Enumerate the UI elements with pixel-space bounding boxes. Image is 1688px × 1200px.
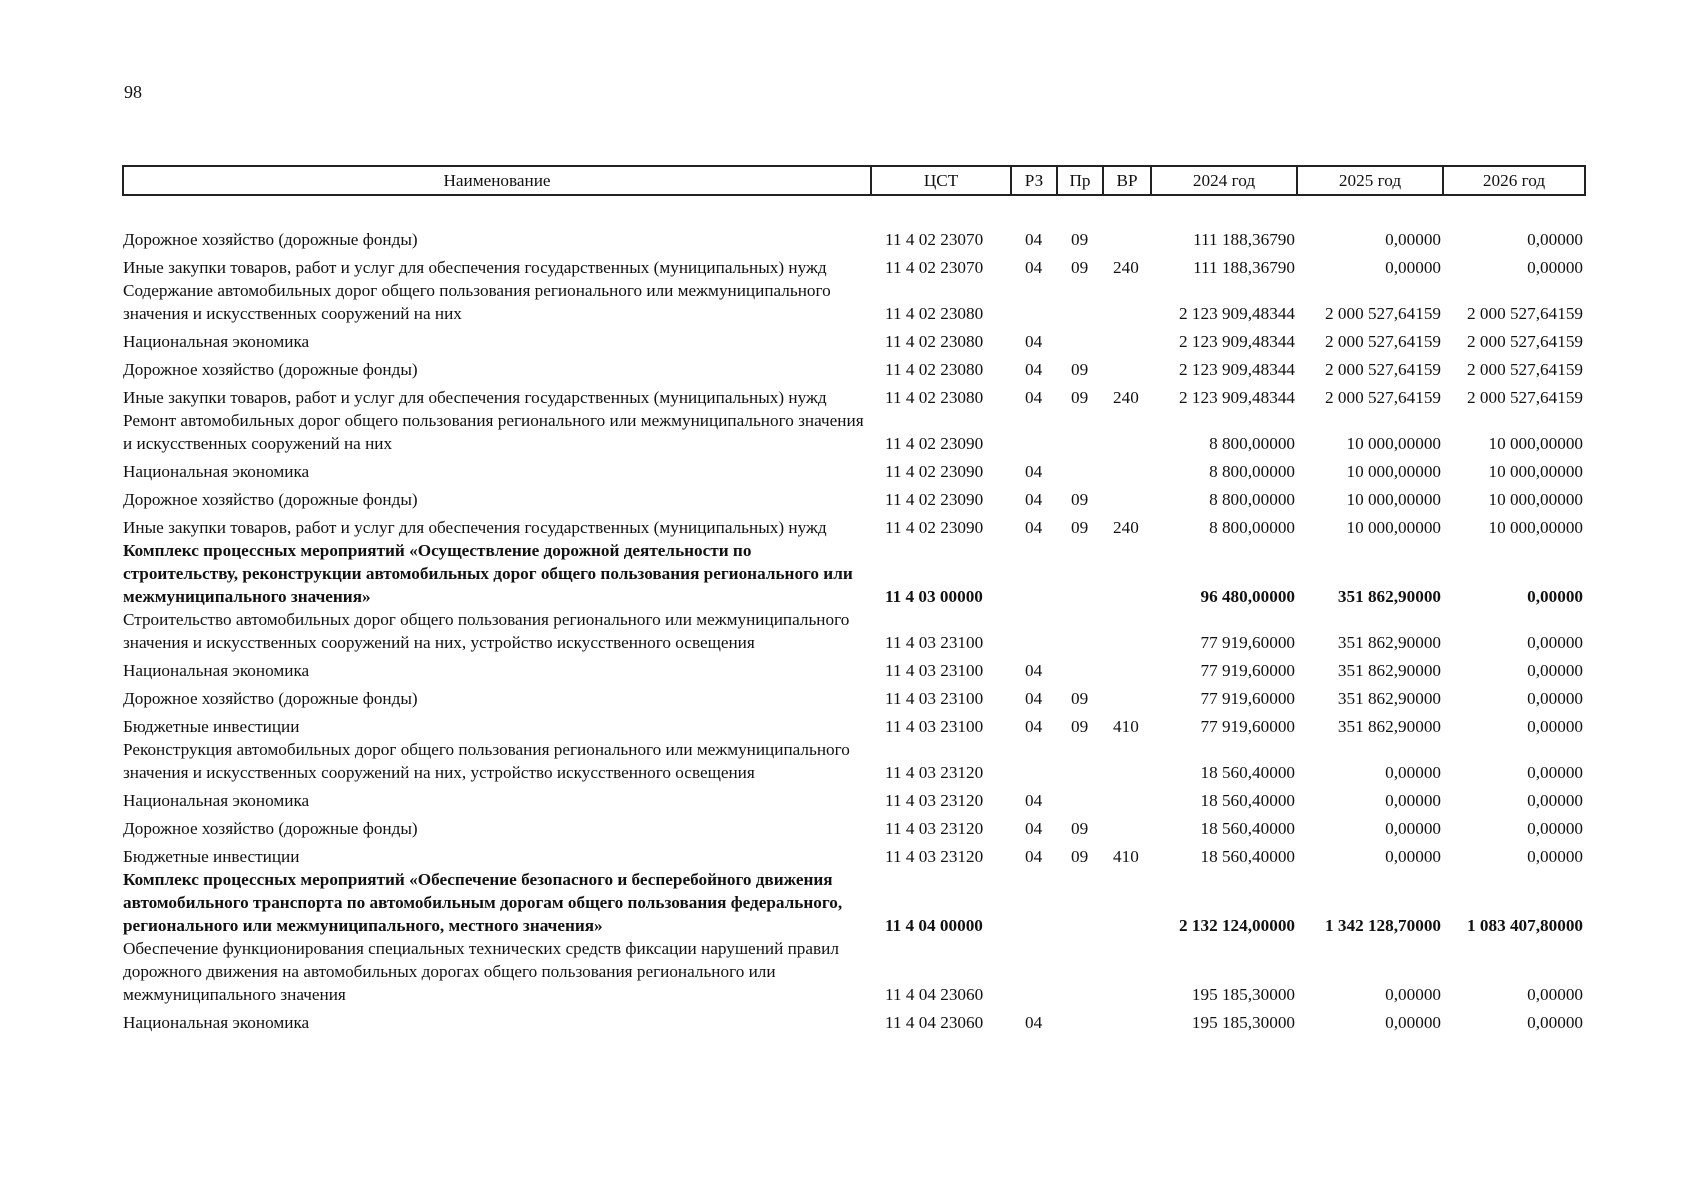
header-vr: ВР bbox=[1103, 166, 1151, 195]
amount-2026-cell: 0,00000 bbox=[1527, 763, 1583, 782]
amount-2025-cell: 351 862,90000 bbox=[1337, 717, 1441, 736]
pr-cell: 09 bbox=[1071, 360, 1089, 379]
amount-2025-cell: 0,00000 bbox=[1385, 258, 1441, 277]
amount-2024-cell: 18 560,40000 bbox=[1200, 763, 1295, 782]
amount-2025-cell: 2 000 527,64159 bbox=[1324, 388, 1441, 407]
pr-cell: 09 bbox=[1071, 258, 1089, 277]
amount-2026-cell: 0,00000 bbox=[1527, 985, 1583, 1004]
amount-2026-cell: 0,00000 bbox=[1527, 847, 1583, 866]
pr-cell bbox=[1057, 1006, 1103, 1034]
amount-2025-cell: 351 862,90000 bbox=[1337, 661, 1441, 680]
vr-cell: 410 bbox=[1113, 717, 1139, 736]
amount-2026-cell: 0,00000 bbox=[1527, 1013, 1583, 1032]
rz-cell: 04 bbox=[1025, 819, 1043, 838]
amount-2026-cell: 0,00000 bbox=[1527, 230, 1583, 249]
pr-cell: 09 bbox=[1071, 230, 1089, 249]
amount-2026-cell: 10 000,00000 bbox=[1488, 490, 1583, 509]
amount-2026-cell: 0,00000 bbox=[1527, 689, 1583, 708]
rz-cell: 04 bbox=[1025, 661, 1043, 680]
name-cell: Бюджетные инвестиции bbox=[123, 717, 300, 736]
table-row bbox=[123, 455, 1585, 483]
pr-cell: 09 bbox=[1071, 689, 1089, 708]
cst-cell: 11 4 02 23070 bbox=[885, 258, 984, 277]
table-row bbox=[123, 223, 1585, 251]
header-rz: РЗ bbox=[1011, 166, 1057, 195]
rz-cell bbox=[1011, 608, 1057, 654]
name-cell: Обеспечение функционирования специальных технических средств фиксации нарушений правил дорожного движения на автомобильных дорогах общего пользования регионального или межмуниципального значения bbox=[123, 939, 839, 1004]
vr-cell bbox=[1103, 539, 1151, 608]
vr-cell bbox=[1103, 868, 1151, 937]
vr-cell bbox=[1103, 937, 1151, 1006]
cst-cell: 11 4 03 23100 bbox=[885, 633, 984, 652]
amount-2026-cell: 0,00000 bbox=[1527, 661, 1583, 680]
amount-2025-cell: 0,00000 bbox=[1385, 847, 1441, 866]
name-cell: Дорожное хозяйство (дорожные фонды) bbox=[123, 230, 418, 249]
cst-cell: 11 4 02 23080 bbox=[885, 360, 984, 379]
cst-cell: 11 4 02 23070 bbox=[885, 230, 984, 249]
amount-2025-cell: 10 000,00000 bbox=[1346, 434, 1441, 453]
cst-cell: 11 4 02 23080 bbox=[885, 332, 984, 351]
name-cell: Бюджетные инвестиции bbox=[123, 847, 300, 866]
cst-cell: 11 4 03 23120 bbox=[885, 791, 984, 810]
amount-2026-cell: 2 000 527,64159 bbox=[1466, 360, 1583, 379]
vr-cell bbox=[1103, 455, 1151, 483]
amount-2024-cell: 77 919,60000 bbox=[1200, 661, 1295, 680]
cst-cell: 11 4 02 23090 bbox=[885, 434, 984, 453]
vr-cell: 410 bbox=[1113, 847, 1139, 866]
amount-2024-cell: 77 919,60000 bbox=[1200, 633, 1295, 652]
pr-cell bbox=[1057, 608, 1103, 654]
name-cell: Дорожное хозяйство (дорожные фонды) bbox=[123, 819, 418, 838]
pr-cell bbox=[1057, 738, 1103, 784]
vr-cell bbox=[1103, 409, 1151, 455]
table-row bbox=[123, 840, 1585, 868]
table-row bbox=[123, 868, 1585, 937]
table-row bbox=[123, 483, 1585, 511]
cst-cell: 11 4 02 23080 bbox=[885, 388, 984, 407]
table-row bbox=[123, 353, 1585, 381]
vr-cell bbox=[1103, 784, 1151, 812]
pr-cell: 09 bbox=[1071, 388, 1089, 407]
vr-cell bbox=[1103, 279, 1151, 325]
name-cell: Иные закупки товаров, работ и услуг для обеспечения государственных (муниципальных) нужд bbox=[123, 388, 827, 407]
cst-cell: 11 4 02 23090 bbox=[885, 490, 984, 509]
vr-cell bbox=[1103, 483, 1151, 511]
rz-cell bbox=[1011, 738, 1057, 784]
rz-cell: 04 bbox=[1025, 717, 1043, 736]
rz-cell bbox=[1011, 539, 1057, 608]
table-row bbox=[123, 738, 1585, 784]
header-name: Наименование bbox=[123, 166, 871, 195]
cst-cell: 11 4 03 23100 bbox=[885, 717, 984, 736]
amount-2024-cell: 2 123 909,48344 bbox=[1178, 304, 1295, 323]
amount-2024-cell: 111 188,36790 bbox=[1193, 230, 1295, 249]
pr-cell bbox=[1057, 409, 1103, 455]
name-cell: Дорожное хозяйство (дорожные фонды) bbox=[123, 689, 418, 708]
amount-2025-cell: 0,00000 bbox=[1385, 763, 1441, 782]
vr-cell: 240 bbox=[1113, 388, 1139, 407]
amount-2024-cell: 8 800,00000 bbox=[1209, 462, 1295, 481]
amount-2024-cell: 2 123 909,48344 bbox=[1178, 360, 1295, 379]
amount-2025-cell: 10 000,00000 bbox=[1346, 462, 1441, 481]
pr-cell bbox=[1057, 784, 1103, 812]
table-row bbox=[123, 784, 1585, 812]
vr-cell: 240 bbox=[1113, 258, 1139, 277]
amount-2025-cell: 2 000 527,64159 bbox=[1324, 360, 1441, 379]
amount-2025-cell: 0,00000 bbox=[1385, 1013, 1441, 1032]
amount-2024-cell: 195 185,30000 bbox=[1191, 1013, 1295, 1032]
table-row bbox=[123, 1006, 1585, 1034]
header-spacer bbox=[123, 195, 1585, 223]
rz-cell: 04 bbox=[1025, 518, 1043, 537]
amount-2024-cell: 96 480,00000 bbox=[1200, 587, 1295, 606]
table-header-row bbox=[123, 166, 1585, 195]
header-cst: ЦСТ bbox=[871, 166, 1011, 195]
cst-cell: 11 4 04 23060 bbox=[885, 1013, 984, 1032]
amount-2025-cell: 0,00000 bbox=[1385, 985, 1441, 1004]
name-cell: Национальная экономика bbox=[123, 462, 310, 481]
table-row bbox=[123, 654, 1585, 682]
amount-2026-cell: 1 083 407,80000 bbox=[1466, 916, 1583, 935]
rz-cell: 04 bbox=[1025, 332, 1043, 351]
vr-cell bbox=[1103, 353, 1151, 381]
name-cell: Дорожное хозяйство (дорожные фонды) bbox=[123, 490, 418, 509]
amount-2025-cell: 0,00000 bbox=[1385, 230, 1441, 249]
name-cell: Комплекс процессных мероприятий «Обеспечение безопасного и бесперебойного движения автомобильного транспорта по автомобильным дорогам общего пользования федерального, регионального или межмуниципального, местного значения» bbox=[123, 870, 843, 935]
vr-cell bbox=[1103, 682, 1151, 710]
amount-2024-cell: 77 919,60000 bbox=[1200, 689, 1295, 708]
pr-cell: 09 bbox=[1071, 819, 1089, 838]
vr-cell bbox=[1103, 812, 1151, 840]
rz-cell: 04 bbox=[1025, 388, 1043, 407]
name-cell: Иные закупки товаров, работ и услуг для обеспечения государственных (муниципальных) нужд bbox=[123, 518, 827, 537]
amount-2024-cell: 18 560,40000 bbox=[1200, 847, 1295, 866]
rz-cell bbox=[1011, 279, 1057, 325]
cst-cell: 11 4 03 23120 bbox=[885, 763, 984, 782]
name-cell: Национальная экономика bbox=[123, 332, 310, 351]
amount-2025-cell: 351 862,90000 bbox=[1337, 633, 1441, 652]
amount-2024-cell: 2 132 124,00000 bbox=[1178, 916, 1295, 935]
rz-cell: 04 bbox=[1025, 360, 1043, 379]
pr-cell: 09 bbox=[1071, 717, 1089, 736]
pr-cell bbox=[1057, 279, 1103, 325]
amount-2024-cell: 195 185,30000 bbox=[1191, 985, 1295, 1004]
table-row bbox=[123, 710, 1585, 738]
rz-cell: 04 bbox=[1025, 230, 1043, 249]
cst-cell: 11 4 02 23090 bbox=[885, 462, 984, 481]
header-2025: 2025 год bbox=[1297, 166, 1443, 195]
budget-table bbox=[122, 165, 1586, 1034]
table-body bbox=[123, 195, 1585, 1034]
table-row bbox=[123, 812, 1585, 840]
table-row bbox=[123, 325, 1585, 353]
pr-cell: 09 bbox=[1071, 847, 1089, 866]
vr-cell bbox=[1103, 325, 1151, 353]
amount-2025-cell: 1 342 128,70000 bbox=[1324, 916, 1441, 935]
cst-cell: 11 4 02 23080 bbox=[885, 304, 984, 323]
rz-cell: 04 bbox=[1025, 258, 1043, 277]
rz-cell: 04 bbox=[1025, 462, 1043, 481]
rz-cell: 04 bbox=[1025, 689, 1043, 708]
amount-2024-cell: 8 800,00000 bbox=[1209, 518, 1295, 537]
amount-2025-cell: 0,00000 bbox=[1385, 791, 1441, 810]
pr-cell bbox=[1057, 325, 1103, 353]
pr-cell: 09 bbox=[1071, 490, 1089, 509]
amount-2026-cell: 2 000 527,64159 bbox=[1466, 304, 1583, 323]
vr-cell bbox=[1103, 223, 1151, 251]
pr-cell bbox=[1057, 539, 1103, 608]
rz-cell bbox=[1011, 937, 1057, 1006]
page-number: 98 bbox=[124, 82, 142, 102]
cst-cell: 11 4 02 23090 bbox=[885, 518, 984, 537]
vr-cell bbox=[1103, 1006, 1151, 1034]
amount-2024-cell: 8 800,00000 bbox=[1209, 490, 1295, 509]
amount-2026-cell: 10 000,00000 bbox=[1488, 518, 1583, 537]
rz-cell: 04 bbox=[1025, 847, 1043, 866]
amount-2025-cell: 351 862,90000 bbox=[1337, 689, 1441, 708]
table-row bbox=[123, 539, 1585, 608]
amount-2026-cell: 0,00000 bbox=[1527, 717, 1583, 736]
name-cell: Национальная экономика bbox=[123, 661, 310, 680]
name-cell: Дорожное хозяйство (дорожные фонды) bbox=[123, 360, 418, 379]
amount-2026-cell: 0,00000 bbox=[1527, 819, 1583, 838]
cst-cell: 11 4 03 23100 bbox=[885, 661, 984, 680]
pr-cell bbox=[1057, 868, 1103, 937]
amount-2026-cell: 0,00000 bbox=[1527, 587, 1583, 606]
pr-cell: 09 bbox=[1071, 518, 1089, 537]
pr-cell bbox=[1057, 937, 1103, 1006]
amount-2025-cell: 2 000 527,64159 bbox=[1324, 332, 1441, 351]
name-cell: Строительство автомобильных дорог общего пользования регионального или межмуниципального значения и искусственных сооружений на них, устройство искусственного освещения bbox=[123, 610, 850, 652]
rz-cell bbox=[1011, 868, 1057, 937]
amount-2024-cell: 2 123 909,48344 bbox=[1178, 332, 1295, 351]
header-2026: 2026 год bbox=[1443, 166, 1585, 195]
header-2024: 2024 год bbox=[1151, 166, 1297, 195]
cst-cell: 11 4 04 23060 bbox=[885, 985, 984, 1004]
amount-2024-cell: 8 800,00000 bbox=[1209, 434, 1295, 453]
amount-2026-cell: 10 000,00000 bbox=[1488, 462, 1583, 481]
table-row bbox=[123, 682, 1585, 710]
pr-cell bbox=[1057, 455, 1103, 483]
table-row bbox=[123, 279, 1585, 325]
name-cell: Ремонт автомобильных дорог общего пользования регионального или межмуниципального значения и искусственных сооружений на них bbox=[123, 411, 864, 453]
name-cell: Национальная экономика bbox=[123, 1013, 310, 1032]
amount-2026-cell: 2 000 527,64159 bbox=[1466, 388, 1583, 407]
table-row bbox=[123, 608, 1585, 654]
rz-cell: 04 bbox=[1025, 1013, 1043, 1032]
rz-cell: 04 bbox=[1025, 490, 1043, 509]
table-row bbox=[123, 409, 1585, 455]
vr-cell bbox=[1103, 738, 1151, 784]
amount-2025-cell: 0,00000 bbox=[1385, 819, 1441, 838]
amount-2024-cell: 18 560,40000 bbox=[1200, 791, 1295, 810]
amount-2026-cell: 0,00000 bbox=[1527, 633, 1583, 652]
amount-2025-cell: 2 000 527,64159 bbox=[1324, 304, 1441, 323]
amount-2026-cell: 0,00000 bbox=[1527, 791, 1583, 810]
rz-cell bbox=[1011, 409, 1057, 455]
amount-2026-cell: 2 000 527,64159 bbox=[1466, 332, 1583, 351]
cst-cell: 11 4 03 23120 bbox=[885, 819, 984, 838]
amount-2026-cell: 10 000,00000 bbox=[1488, 434, 1583, 453]
vr-cell bbox=[1103, 608, 1151, 654]
cst-cell: 11 4 03 23100 bbox=[885, 689, 984, 708]
cst-cell: 11 4 04 00000 bbox=[885, 916, 983, 935]
vr-cell bbox=[1103, 654, 1151, 682]
name-cell: Национальная экономика bbox=[123, 791, 310, 810]
amount-2025-cell: 10 000,00000 bbox=[1346, 490, 1441, 509]
amount-2025-cell: 351 862,90000 bbox=[1337, 587, 1441, 606]
spacer-cell bbox=[123, 195, 1585, 223]
vr-cell: 240 bbox=[1113, 518, 1139, 537]
table-row bbox=[123, 937, 1585, 1006]
table-row bbox=[123, 251, 1585, 279]
amount-2024-cell: 18 560,40000 bbox=[1200, 819, 1295, 838]
amount-2024-cell: 2 123 909,48344 bbox=[1178, 388, 1295, 407]
rz-cell: 04 bbox=[1025, 791, 1043, 810]
name-cell: Иные закупки товаров, работ и услуг для обеспечения государственных (муниципальных) нужд bbox=[123, 258, 827, 277]
pr-cell bbox=[1057, 654, 1103, 682]
name-cell: Комплекс процессных мероприятий «Осуществление дорожной деятельности по строительству, реконструкции автомобильных дорог общего пользования регионального или межмуниципального значения» bbox=[123, 541, 853, 606]
cst-cell: 11 4 03 00000 bbox=[885, 587, 983, 606]
amount-2024-cell: 77 919,60000 bbox=[1200, 717, 1295, 736]
table-row bbox=[123, 511, 1585, 539]
header-pr: Пр bbox=[1057, 166, 1103, 195]
amount-2024-cell: 111 188,36790 bbox=[1193, 258, 1295, 277]
amount-2026-cell: 0,00000 bbox=[1527, 258, 1583, 277]
name-cell: Содержание автомобильных дорог общего пользования регионального или межмуниципального значения и искусственных сооружений на них bbox=[123, 281, 831, 323]
table-row bbox=[123, 381, 1585, 409]
name-cell: Реконструкция автомобильных дорог общего пользования регионального или межмуниципального значения и искусственных сооружений на них, устройство искусственного освещения bbox=[123, 740, 850, 782]
amount-2025-cell: 10 000,00000 bbox=[1346, 518, 1441, 537]
cst-cell: 11 4 03 23120 bbox=[885, 847, 984, 866]
